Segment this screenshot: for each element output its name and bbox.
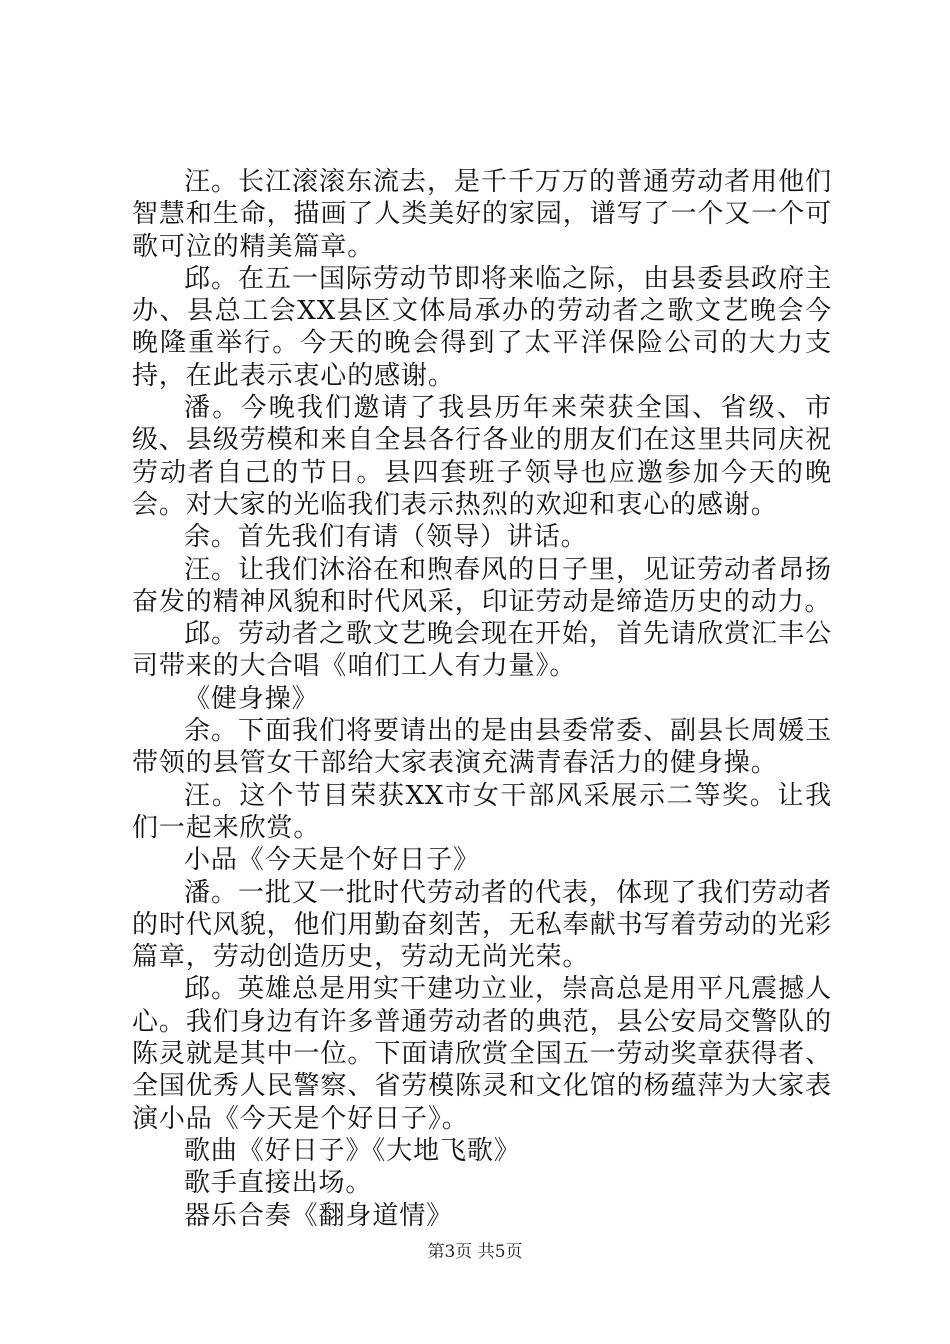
paragraph: 汪。这个节目荣获XX市女干部风采展示二等奖。让我们一起来欣赏。 — [132, 780, 832, 843]
document-body — [132, 166, 832, 1232]
program-title: 《健身操》 — [184, 683, 319, 714]
paragraph: 潘。今晚我们邀请了我县历年来荣获全国、省级、市级、县级劳模和来自全县各行各业的朋友们在这里共同庆祝劳动者自己的节日。县四套班子领导也应邀参加今天的晚会。对大家的光临我们表示热烈的欢迎和衷心的感谢。 — [132, 393, 832, 520]
paragraph: 邱。英雄总是用实干建功立业，崇高总是用平凡震撼人心。我们身边有许多普通劳动者的典范，县公安局交警队的陈灵就是其中一位。下面请欣赏全国五一劳动奖章获得者、全国优秀人民警察、省劳模陈灵和文化馆的杨蕴萍为大家表演小品《今天是个好日子》。 — [132, 974, 832, 1134]
paragraph: 潘。一批又一批时代劳动者的代表，体现了我们劳动者的时代风貌，他们用勤奋刻苦，无私奉献书写着劳动的光彩篇章，劳动创造历史，劳动无尚光荣。 — [132, 877, 832, 973]
paragraph: 汪。长江滚滚东流去，是千千万万的普通劳动者用他们智慧和生命，描画了人类美好的家园，谱写了一个又一个可歌可泣的精美篇章。 — [132, 167, 832, 262]
page-number-footer: 第3页 共5页 — [427, 1242, 523, 1262]
paragraph: 邱。在五一国际劳动节即将来临之际，由县委县政府主办、县总工会XX县区文体局承办的劳动者之歌文艺晚会今晚隆重举行。今天的晚会得到了太平洋保险公司的大力支持，在此表示衷心的感谢。 — [132, 263, 832, 391]
paragraph: 余。下面我们将要请出的是由县委常委、副县长周媛玉带领的县管女干部给大家表演充满青春活力的健身操。 — [132, 716, 832, 779]
paragraph: 歌手直接出场。 — [184, 1168, 373, 1199]
program-title: 器乐合奏《翻身道情》 — [184, 1200, 454, 1231]
paragraph: 余。首先我们有请（领导）讲话。 — [184, 522, 588, 553]
paragraph: 邱。劳动者之歌文艺晚会现在开始，首先请欣赏汇丰公司带来的大合唱《咱们工人有力量》。 — [132, 619, 832, 682]
program-title: 歌曲《好日子》《大地飞歌》 — [184, 1135, 521, 1166]
program-title: 小品《今天是个好日子》 — [184, 845, 480, 876]
paragraph: 汪。让我们沐浴在和煦春风的日子里，见证劳动者昂扬奋发的精神风貌和时代风采，印证劳动是缔造历史的动力。 — [132, 554, 832, 617]
